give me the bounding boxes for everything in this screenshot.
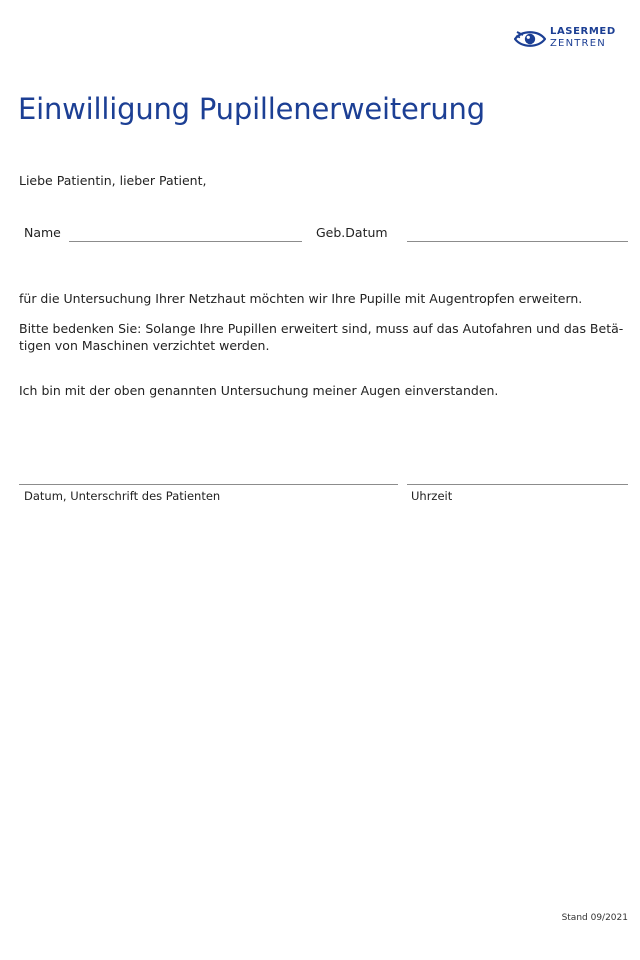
lasermed-logo (514, 26, 624, 52)
birthdate-input-line[interactable] (407, 241, 628, 242)
paragraph-warning-line2: tigen von Maschinen verzichtet werden. (19, 338, 270, 353)
name-input-line[interactable] (69, 241, 302, 242)
document-version: Stand 09/2021 (561, 913, 628, 923)
signature-label: Datum, Unterschrift des Patienten (24, 489, 221, 503)
time-line[interactable] (407, 484, 628, 485)
paragraph-consent: Ich bin mit der oben genannten Untersuchung meiner Augen einverstanden. (19, 383, 499, 398)
paragraph-purpose: für die Untersuchung Ihrer Netzhaut möchten wir Ihre Pupille mit Augentropfen erweitern. (19, 291, 583, 306)
eye-logo-icon (514, 28, 546, 50)
paragraph-warning-line1: Bitte bedenken Sie: Solange Ihre Pupillen erweitert sind, muss auf das Autofahren und das Betä- (19, 321, 624, 336)
logo-line2: ZENTREN (550, 38, 606, 49)
logo-line1: LASERMED (550, 26, 616, 37)
time-label: Uhrzeit (411, 489, 453, 503)
birthdate-label: Geb.Datum (316, 225, 388, 240)
page-title: Einwilligung Pupillenerweiterung (18, 92, 485, 126)
greeting: Liebe Patientin, lieber Patient, (19, 173, 207, 188)
signature-line[interactable] (19, 484, 398, 485)
logo-wordmark (550, 26, 616, 50)
name-label: Name (24, 225, 61, 240)
